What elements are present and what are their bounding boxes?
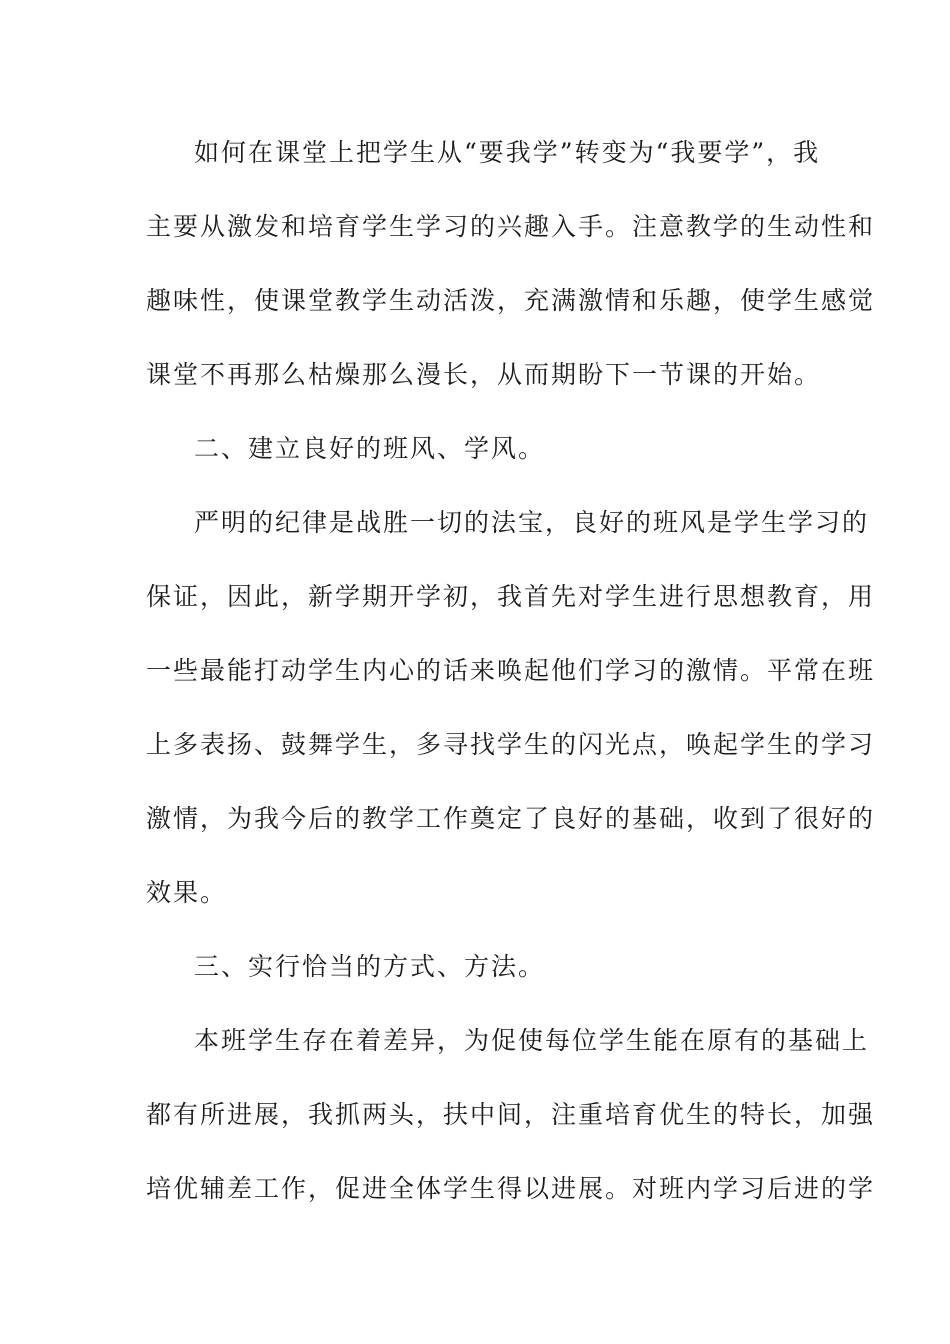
paragraph-line: 趣味性，使课堂教学生动活泼，充满激情和乐趣，使学生感觉 <box>146 286 876 315</box>
paragraph-line: 一些最能打动学生内心的话来唤起他们学习的激情。平常在班 <box>146 656 876 685</box>
paragraph-line: 如何在课堂上把学生从“要我学”转变为“我要学”，我 <box>194 138 821 167</box>
paragraph-line: 上多表扬、鼓舞学生，多寻找学生的闪光点，唤起学生的学习 <box>146 730 876 759</box>
paragraph-line: 主要从激发和培育学生学习的兴趣入手。注意教学的生动性和 <box>146 212 876 241</box>
paragraph-line: 都有所进展，我抓两头，扶中间，注重培育优生的特长，加强 <box>146 1100 876 1129</box>
paragraph-line: 效果。 <box>146 878 228 907</box>
paragraph-line: 本班学生存在着差异，为促使每位学生能在原有的基础上 <box>194 1026 870 1055</box>
paragraph-line: 保证，因此，新学期开学初，我首先对学生进行思想教育，用 <box>146 582 876 611</box>
paragraph-line: 培优辅差工作，促进全体学生得以进展。对班内学习后进的学 <box>146 1174 876 1203</box>
paragraph-line: 激情，为我今后的教学工作奠定了良好的基础，收到了很好的 <box>146 804 876 833</box>
section-heading: 二、建立良好的班风、学风。 <box>194 434 546 463</box>
paragraph-line: 课堂不再那么枯燥那么漫长，从而期盼下一节课的开始。 <box>146 360 822 389</box>
paragraph-line: 严明的纪律是战胜一切的法宝，良好的班风是学生学习的 <box>194 508 870 537</box>
section-heading: 三、实行恰当的方式、方法。 <box>194 952 546 981</box>
